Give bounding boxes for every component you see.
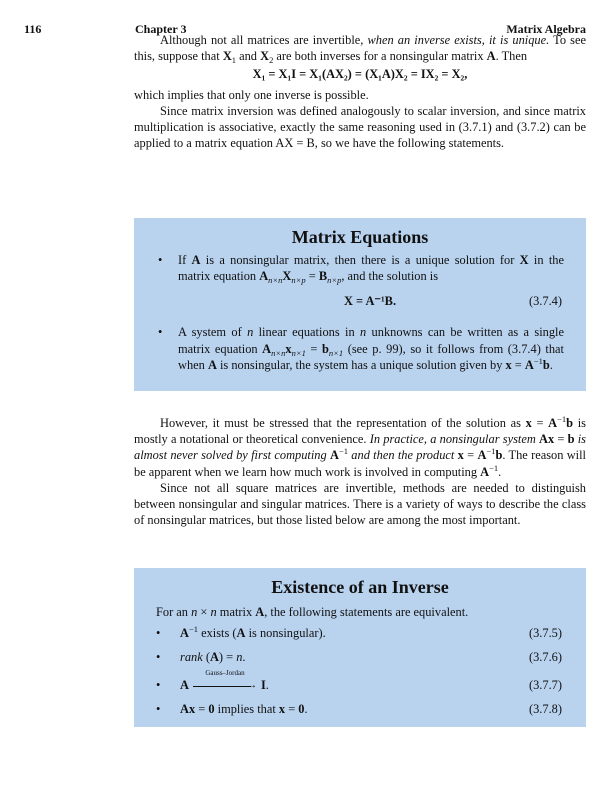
box-title-matrix-equations: Matrix Equations — [291, 227, 429, 247]
equation-number: (3.7.8) — [528, 702, 562, 717]
middle-text — [134, 415, 586, 528]
bullet-dot: • — [158, 325, 163, 340]
paragraph-uniqueness: Although not all matrices are invertible, when an inverse exists, it is unique. To see this, suppose that $X_1$ and $X_2$ are both inverses for a nonsingular matrix A. Then — [134, 33, 586, 66]
statement-gauss-jordan: • A Gauss–Jordan → I. (3.7.7) — [156, 669, 562, 693]
chapter-title: Matrix Algebra — [506, 22, 586, 36]
display-equation-uniqueness: X₁ = X₁I = X₁(AX₂) = (X₁A)X₂ = IX₂ = X₂, — [252, 67, 468, 82]
bullet-dot: • — [156, 678, 161, 693]
equation-number: (3.7.6) — [528, 650, 562, 665]
statement-full-rank: • rank (A) = n. (3.7.6) — [156, 650, 562, 665]
bullet-linear-system: • A system of n linear equations in n unknowns can be written as a single matrix equation $A_{n\times n}x_{n\times 1} = b_{n\times 1}$ (see p. 99), so it follows from (3.7.4) that when A is nonsingular, the system has a unique solution given by $x = A^{-1}b$. — [158, 325, 564, 372]
paragraph-conclusion: which implies that only one inverse is possible. — [134, 87, 369, 102]
box-title-existence: Existence of an Inverse — [271, 577, 449, 597]
equation-number: (3.7.5) — [528, 626, 562, 641]
paragraph-practice-note: However, it must be stressed that the representation of the solution as $x = A^{-1}b$ is mostly a notational or theoretical convenience. In practice, a nonsingular system Ax = b is almost never solved by first computing $A^{-1}$ and then the product $x = A^{-1}b$. The reason will be apparent when we learn how much work is involved in computing $A^{-1}$. — [134, 414, 586, 479]
chapter-label: Chapter 3 — [135, 22, 187, 36]
equation-number: (3.7.4) — [528, 294, 562, 309]
bullet-dot: • — [158, 253, 163, 267]
bullet-dot: • — [156, 702, 161, 717]
matrix-equations-box — [134, 218, 586, 391]
box-intro: For an n × n matrix A, the following statements are equivalent. — [156, 605, 469, 619]
equation-3-7-4: X = A⁻¹B. (3.7.4) — [343, 294, 562, 309]
equation-number: (3.7.7) — [528, 678, 562, 693]
paragraph-nonsingular-intro: Since not all square matrices are invertible, methods are needed to distinguish between nonsingular and singular matrices. There is a variety of ways to describe the class of nonsingular matrices, but those listed below are among the most important. — [134, 480, 586, 528]
page-number: 116 — [24, 22, 42, 36]
bullet-dot: • — [156, 650, 161, 665]
paragraph-matrix-equation: Since matrix inversion was defined analogously to scalar inversion, and since matrix multiplication is associative, exactly the same reasoning used in (3.7.1) and (3.7.2) can be applied to a matrix equation AX = B, so we have the following statements. — [134, 103, 586, 151]
existence-of-inverse-box — [134, 568, 586, 727]
bullet-unique-solution: • If A is a nonsingular matrix, then there is a unique solution for X in the matrix equation $A_{n\times n}X_{n\times p} = B_{n\times p}$, and the solution is — [158, 253, 564, 286]
gauss-jordan-arrow: Gauss–Jordan → — [193, 681, 257, 691]
bullet-dot: • — [156, 626, 161, 641]
statement-trivial-nullspace: • Ax = 0 implies that x = 0. (3.7.8) — [156, 702, 562, 717]
intro-text — [134, 32, 586, 151]
statement-inverse-exists: • $A^{-1}$ exists (A is nonsingular). (3.7.5) — [156, 624, 562, 641]
